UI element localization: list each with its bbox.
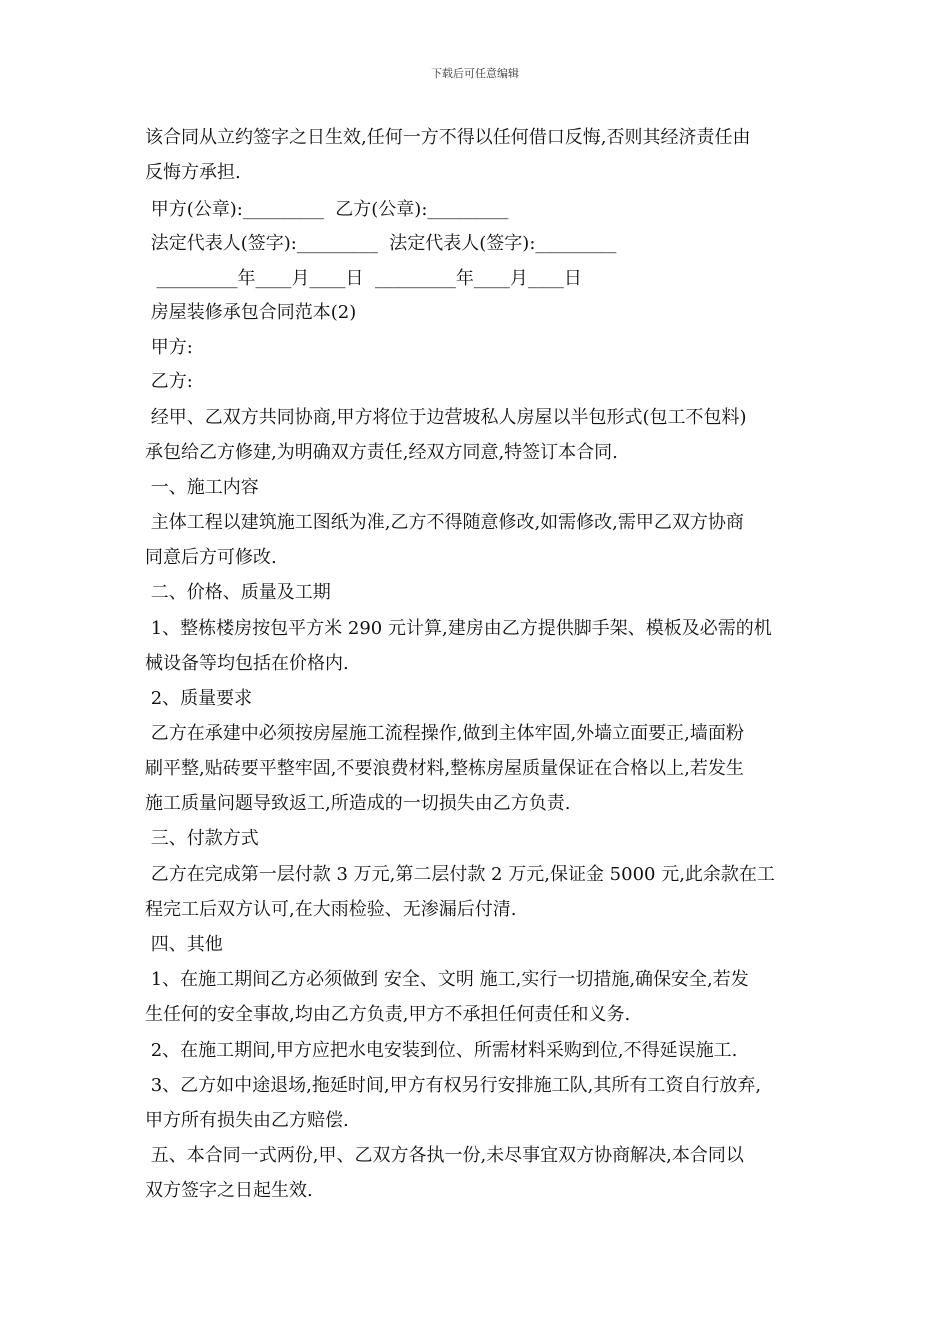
text-line: 承包给乙方修建,为明确双方责任,经双方同意,特签订本合同. xyxy=(145,442,618,463)
text-line: 二、价格、质量及工期 xyxy=(145,582,331,603)
text-line: 乙方在完成第一层付款 3 万元,第二层付款 2 万元,保证金 5000 元,此余款在工 xyxy=(145,864,775,885)
text-line: 法定代表人(签字):_________ 法定代表人(签字):_________ xyxy=(145,233,617,254)
text-line: 双方签字之日起生效. xyxy=(145,1180,313,1201)
text-line: 甲方(公章):_________ 乙方(公章):_________ xyxy=(145,199,509,220)
text-line: 经甲、乙双方共同协商,甲方将位于边营坡私人房屋以半包形式(包工不包料) xyxy=(145,407,747,428)
text-line: 刷平整,贴砖要平整牢固,不要浪费材料,整栋房屋质量保证在合格以上,若发生 xyxy=(145,758,744,779)
text-line: 房屋装修承包合同范本(2) xyxy=(145,302,357,323)
text-line: 2、质量要求 xyxy=(145,688,253,709)
text-line: 五、本合同一式两份,甲、乙双方各执一份,未尽事宜双方协商解决,本合同以 xyxy=(145,1145,744,1166)
text-line: 反悔方承担. xyxy=(145,162,241,183)
text-line: _________年____月____日 _________年____月____日 xyxy=(145,268,582,289)
text-line: 甲方所有损失由乙方赔偿. xyxy=(145,1110,349,1131)
text-line: 程完工后双方认可,在大雨检验、无渗漏后付清. xyxy=(145,899,517,920)
text-line: 该合同从立约签字之日生效,任何一方不得以任何借口反悔,否则其经济责任由 xyxy=(145,127,751,148)
page-header: 下载后可任意编辑 xyxy=(431,67,519,80)
text-line: 同意后方可修改. xyxy=(145,547,277,568)
text-line: 主体工程以建筑施工图纸为准,乙方不得随意修改,如需修改,需甲乙双方协商 xyxy=(145,512,744,533)
text-line: 生任何的安全事故,均由乙方负责,甲方不承担任何责任和义务. xyxy=(145,1004,631,1025)
text-line: 3、乙方如中途退场,拖延时间,甲方有权另行安排施工队,其所有工资自行放弃, xyxy=(145,1075,762,1096)
text-line: 2、在施工期间,甲方应把水电安装到位、所需材料采购到位,不得延误施工. xyxy=(145,1040,738,1061)
text-line: 施工质量问题导致返工,所造成的一切损失由乙方负责. xyxy=(145,793,571,814)
text-line: 甲方: xyxy=(145,337,193,358)
text-line: 1、在施工期间乙方必须做到 安全、文明 施工,实行一切措施,确保安全,若发 xyxy=(145,969,749,990)
text-line: 1、整栋楼房按包平方米 290 元计算,建房由乙方提供脚手架、模板及必需的机 xyxy=(145,618,772,639)
text-line: 乙方在承建中必须按房屋施工流程操作,做到主体牢固,外墙立面要正,墙面粉 xyxy=(145,723,744,744)
text-line: 四、其他 xyxy=(145,934,223,955)
text-line: 械设备等均包括在价格内. xyxy=(145,653,349,674)
text-line: 一、施工内容 xyxy=(145,477,259,498)
text-line: 乙方: xyxy=(145,371,193,392)
text-line: 三、付款方式 xyxy=(145,828,259,849)
